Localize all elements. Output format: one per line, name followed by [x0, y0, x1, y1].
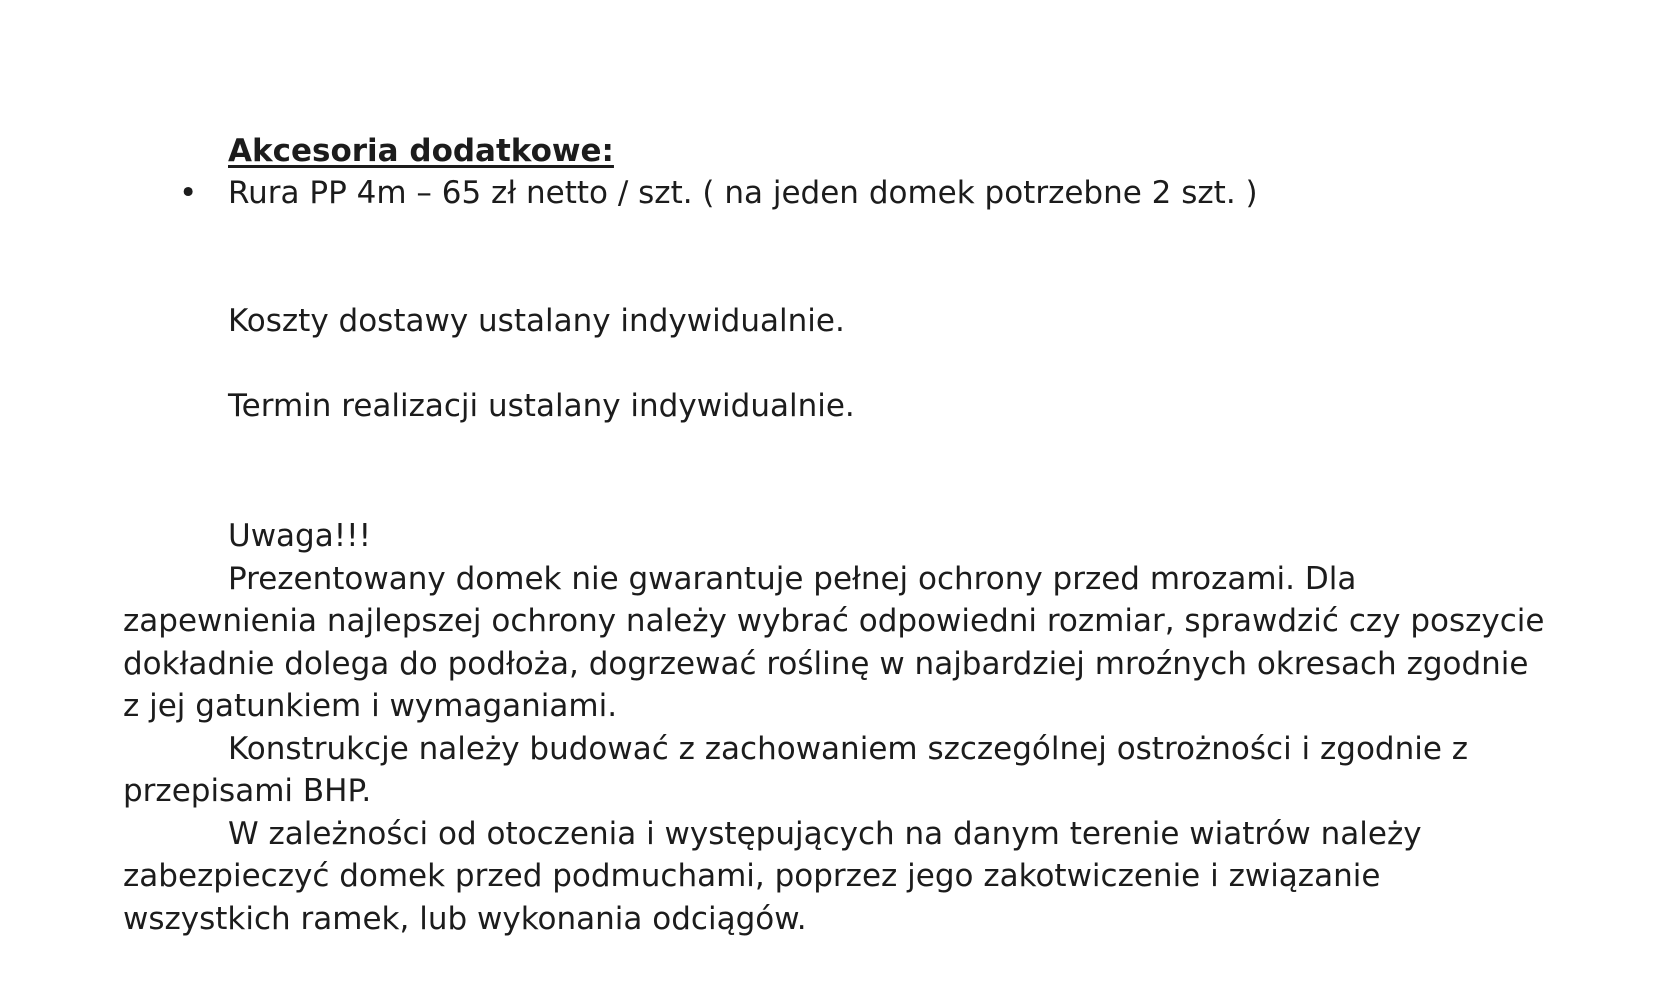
- lead-time-text: Termin realizacji ustalany indywidualnie.: [228, 387, 855, 424]
- accessories-heading: Akcesoria dodatkowe:: [228, 133, 614, 169]
- warning-paragraph-frost: Prezentowany domek nie gwarantuje pełnej ochrony przed mrozami. Dla zapewnienia najlepszej ochrony należy wybrać odpowiedni rozmiar, sprawdzić czy poszycie dokładnie dolega do podłoża, dogrzewać roślinę w najbardziej mroźnych okresach zgodnie z jej gatunkiem i wymaganiami.: [123, 560, 1545, 724]
- spacer: [123, 427, 1553, 515]
- bullet-icon: •: [179, 175, 198, 211]
- spacer: [123, 214, 1553, 300]
- spacer: [123, 343, 1553, 385]
- warning-paragraph-wind: W zależności od otoczenia i występujących na danym terenie wiatrów należy zabezpieczyć domek przed podmuchami, poprzez jego zakotwiczenie i związanie wszystkich ramek, lub wykonania odciągów.: [123, 815, 1422, 937]
- warning-paragraph-safety: Konstrukcje należy budować z zachowaniem szczególnej ostrożności i zgodnie z przepisami BHP.: [123, 730, 1469, 809]
- warning-title: Uwaga!!!: [228, 518, 371, 554]
- delivery-cost-text: Koszty dostawy ustalany indywidualnie.: [228, 303, 845, 339]
- accessory-list-item: [123, 172, 1553, 214]
- accessory-item-text: Rura PP 4m – 65 zł netto / szt. ( na jeden domek potrzebne 2 szt. ): [228, 175, 1258, 211]
- document-body: [123, 130, 1553, 940]
